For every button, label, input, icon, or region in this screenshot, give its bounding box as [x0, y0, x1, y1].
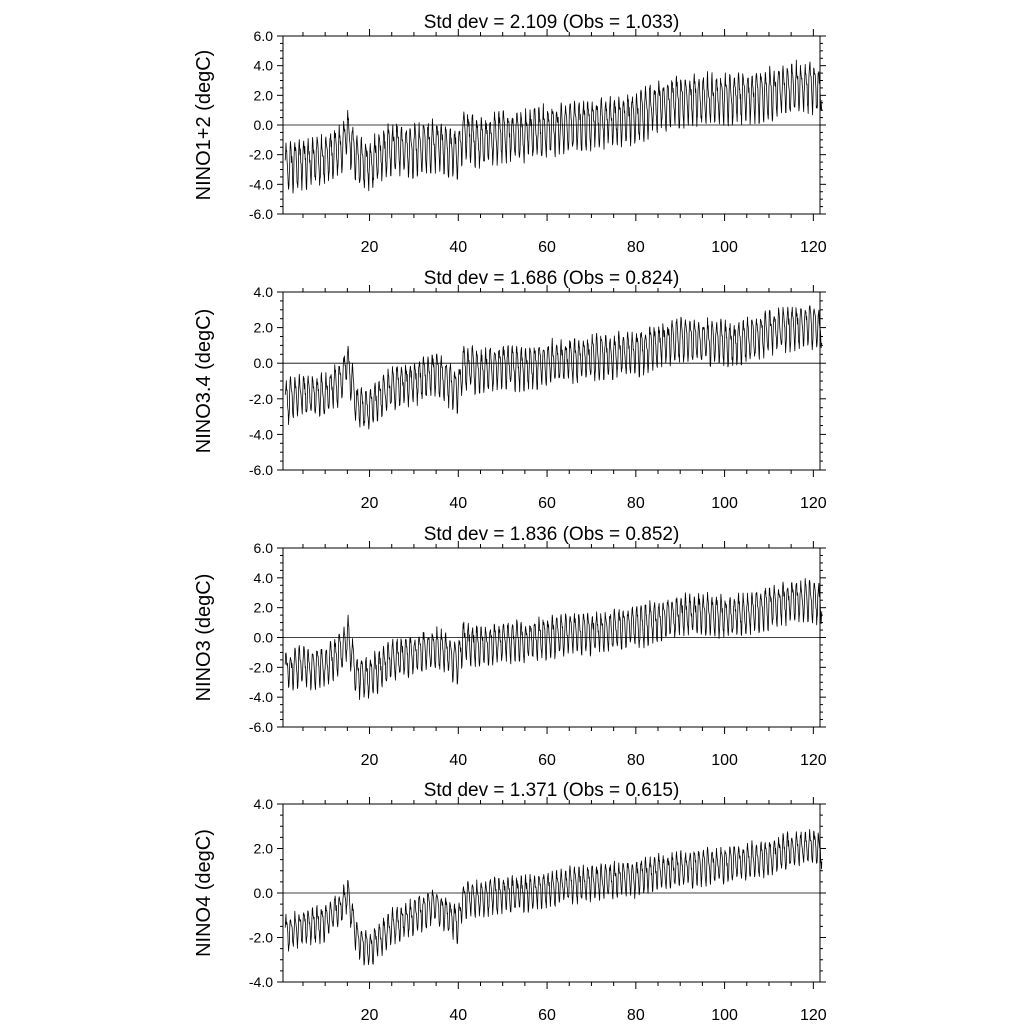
x-tick-label: 20: [360, 1007, 379, 1024]
chart-panel-4: [193, 780, 827, 1024]
y-tick-label: -2.0: [248, 390, 273, 407]
chart-title: Std dev = 1.686 (Obs = 0.824): [423, 268, 680, 289]
y-tick-label: -2.0: [248, 146, 273, 163]
y-axis-label: NINO1+2 (degC): [193, 49, 215, 201]
series-line: [285, 60, 822, 193]
y-tick-label: 0.0: [253, 117, 273, 133]
y-tick-label: -2.0: [248, 929, 273, 946]
y-tick-label: -6.0: [248, 206, 273, 222]
x-tick-label: 40: [449, 1007, 468, 1024]
x-tick-label: 80: [626, 495, 645, 512]
chart-panel-2: [193, 268, 827, 512]
x-tick-label: 100: [711, 495, 738, 512]
x-tick-label: 100: [711, 752, 738, 769]
x-tick-label: 120: [799, 752, 827, 769]
x-tick-label: 80: [626, 752, 645, 769]
x-tick-label: 60: [538, 239, 556, 256]
x-tick-label: 40: [449, 495, 468, 512]
x-tick-label: 20: [360, 752, 379, 769]
x-tick-label: 100: [711, 1007, 738, 1024]
series-line: [285, 578, 822, 699]
y-tick-label: 0.0: [253, 355, 273, 372]
series-line: [285, 306, 822, 429]
y-tick-label: -4.0: [248, 426, 273, 443]
y-tick-label: 2.0: [253, 319, 273, 336]
y-tick-label: 6.0: [253, 28, 273, 44]
y-tick-label: 0.0: [253, 629, 273, 646]
y-tick-label: 2.0: [253, 599, 273, 616]
x-tick-label: 60: [538, 1007, 556, 1024]
x-tick-label: 120: [799, 495, 827, 512]
y-axis-label: NINO4 (degC): [193, 829, 215, 957]
x-tick-label: 100: [711, 239, 738, 256]
x-tick-label: 60: [538, 495, 556, 512]
y-tick-label: -4.0: [248, 689, 273, 706]
y-tick-label: 2.0: [253, 87, 273, 104]
plot-frame: [283, 292, 820, 470]
y-tick-label: 4.0: [253, 569, 273, 586]
x-tick-label: 80: [626, 239, 645, 256]
y-tick-label: -6.0: [248, 462, 273, 478]
y-axis-label: NINO3.4 (degC): [193, 308, 215, 454]
y-tick-label: -4.0: [248, 974, 273, 990]
chart-title: Std dev = 1.836 (Obs = 0.852): [423, 524, 680, 545]
y-tick-label: -2.0: [248, 659, 273, 676]
y-tick-label: 4.0: [253, 284, 273, 300]
x-tick-label: 40: [449, 752, 468, 769]
chart-title: Std dev = 2.109 (Obs = 1.033): [423, 12, 680, 33]
x-tick-label: 80: [626, 1007, 645, 1024]
series-line: [285, 830, 822, 966]
y-tick-label: 4.0: [253, 796, 273, 812]
x-tick-label: 20: [360, 495, 379, 512]
x-tick-label: 40: [449, 239, 468, 256]
x-tick-label: 20: [360, 239, 379, 256]
chart-title: Std dev = 1.371 (Obs = 0.615): [423, 780, 680, 801]
x-tick-label: 120: [799, 239, 827, 256]
y-axis-label: NINO3 (degC): [193, 573, 215, 702]
chart-panel-1: [193, 12, 827, 256]
x-tick-label: 60: [538, 752, 556, 769]
y-tick-label: 2.0: [253, 840, 273, 857]
y-tick-label: -4.0: [248, 176, 273, 193]
chart-panel-3: [193, 524, 827, 769]
x-tick-label: 120: [799, 1007, 827, 1024]
y-tick-label: -6.0: [248, 719, 273, 735]
y-tick-label: 0.0: [253, 885, 273, 901]
y-tick-label: 6.0: [253, 540, 273, 556]
y-tick-label: 4.0: [253, 57, 273, 74]
